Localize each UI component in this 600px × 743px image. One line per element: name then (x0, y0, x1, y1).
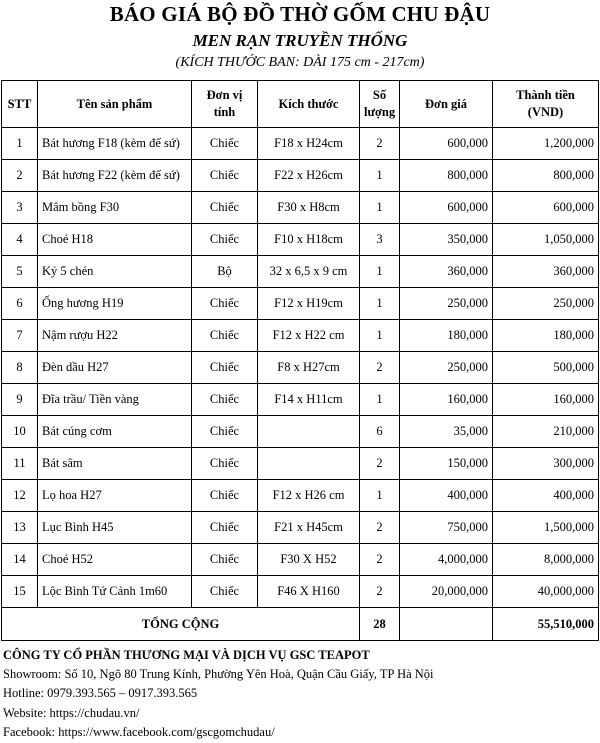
cell-size: F30 X H52 (258, 544, 360, 576)
cell-product-name: Đĩa trầu/ Tiền vàng (38, 384, 192, 416)
cell-amount: 250,000 (493, 288, 599, 320)
total-amount: 55,510,000 (493, 608, 599, 641)
table-row (2, 480, 599, 512)
cell-amount: 800,000 (493, 160, 599, 192)
header-product-name: Tên sản phẩm (38, 81, 192, 128)
cell-unit: Chiếc (192, 320, 258, 352)
cell-unit-price: 20,000,000 (400, 576, 493, 608)
cell-unit-price: 250,000 (400, 288, 493, 320)
cell-unit: Chiếc (192, 448, 258, 480)
cell-unit-price: 800,000 (400, 160, 493, 192)
header-quantity: Số lượng (360, 81, 400, 128)
cell-amount: 360,000 (493, 256, 599, 288)
cell-stt: 9 (2, 384, 38, 416)
cell-unit: Chiếc (192, 544, 258, 576)
cell-product-name: Lọ hoa H27 (38, 480, 192, 512)
cell-stt: 4 (2, 224, 38, 256)
table-row (2, 352, 599, 384)
cell-unit: Chiếc (192, 352, 258, 384)
cell-size (258, 448, 360, 480)
cell-amount: 1,050,000 (493, 224, 599, 256)
cell-unit-price: 360,000 (400, 256, 493, 288)
cell-unit-price: 750,000 (400, 512, 493, 544)
cell-unit-price: 400,000 (400, 480, 493, 512)
cell-unit-price: 600,000 (400, 192, 493, 224)
total-quantity: 28 (360, 608, 400, 641)
table-row (2, 384, 599, 416)
cell-amount: 210,000 (493, 416, 599, 448)
table-row (2, 224, 599, 256)
cell-stt: 5 (2, 256, 38, 288)
cell-amount: 300,000 (493, 448, 599, 480)
cell-product-name: Bát hương F22 (kèm đế sứ) (38, 160, 192, 192)
total-label: TỔNG CỘNG (2, 608, 360, 641)
table-row (2, 128, 599, 160)
table-row (2, 576, 599, 608)
cell-stt: 7 (2, 320, 38, 352)
cell-stt: 1 (2, 128, 38, 160)
cell-quantity: 2 (360, 544, 400, 576)
cell-unit-price: 180,000 (400, 320, 493, 352)
cell-unit: Chiếc (192, 160, 258, 192)
cell-amount: 8,000,000 (493, 544, 599, 576)
cell-unit: Chiếc (192, 384, 258, 416)
website-link[interactable]: Website: https://chudau.vn/ (3, 705, 140, 720)
cell-unit: Chiếc (192, 480, 258, 512)
table-row (2, 544, 599, 576)
cell-unit: Bộ (192, 256, 258, 288)
cell-quantity: 1 (360, 288, 400, 320)
cell-unit-price: 350,000 (400, 224, 493, 256)
cell-quantity: 2 (360, 128, 400, 160)
cell-size: F22 x H26cm (258, 160, 360, 192)
cell-quantity: 3 (360, 224, 400, 256)
cell-product-name: Mâm bồng F30 (38, 192, 192, 224)
cell-amount: 400,000 (493, 480, 599, 512)
company-name: CÔNG TY CỔ PHẦN THƯƠNG MẠI VÀ DỊCH VỤ GSC TEAPOT (3, 648, 370, 662)
cell-stt: 3 (2, 192, 38, 224)
cell-size (258, 416, 360, 448)
table-row (2, 448, 599, 480)
size-note: (KÍCH THƯỚC BAN: DÀI 175 cm - 217cm) (175, 55, 425, 70)
cell-amount: 40,000,000 (493, 576, 599, 608)
header-unit-price: Đơn giá (400, 81, 493, 128)
table-row (2, 256, 599, 288)
cell-size: F12 x H22 cm (258, 320, 360, 352)
table-row (2, 160, 599, 192)
header-amount: Thành tiền (VND) (493, 81, 599, 128)
table-row (2, 320, 599, 352)
cell-amount: 600,000 (493, 192, 599, 224)
cell-stt: 10 (2, 416, 38, 448)
cell-unit-price: 4,000,000 (400, 544, 493, 576)
cell-unit: Chiếc (192, 192, 258, 224)
cell-size: F18 x H24cm (258, 128, 360, 160)
cell-size: F21 x H45cm (258, 512, 360, 544)
cell-product-name: Đèn dầu H27 (38, 352, 192, 384)
cell-unit-price: 600,000 (400, 128, 493, 160)
table-row (2, 416, 599, 448)
cell-size: F10 x H18cm (258, 224, 360, 256)
facebook-link[interactable]: Facebook: https://www.facebook.com/gscgomchudau/ (3, 724, 275, 739)
total-empty-cell (400, 608, 493, 641)
cell-stt: 2 (2, 160, 38, 192)
cell-size: F8 x H27cm (258, 352, 360, 384)
cell-size: F46 X H160 (258, 576, 360, 608)
table-row (2, 512, 599, 544)
cell-stt: 11 (2, 448, 38, 480)
cell-stt: 6 (2, 288, 38, 320)
cell-stt: 13 (2, 512, 38, 544)
cell-product-name: Bát cúng cơm (38, 416, 192, 448)
cell-stt: 8 (2, 352, 38, 384)
cell-amount: 1,200,000 (493, 128, 599, 160)
cell-amount: 180,000 (493, 320, 599, 352)
cell-product-name: Kỷ 5 chén (38, 256, 192, 288)
cell-size: 32 x 6,5 x 9 cm (258, 256, 360, 288)
cell-quantity: 2 (360, 576, 400, 608)
cell-unit: Chiếc (192, 224, 258, 256)
cell-quantity: 1 (360, 192, 400, 224)
showroom-address: Showroom: Số 10, Ngõ 80 Trung Kính, Phường Yên Hoà, Quận Cầu Giấy, TP Hà Nội (3, 667, 434, 682)
cell-quantity: 1 (360, 256, 400, 288)
cell-size: F12 x H26 cm (258, 480, 360, 512)
cell-quantity: 2 (360, 512, 400, 544)
cell-size: F30 x H8cm (258, 192, 360, 224)
cell-quantity: 6 (360, 416, 400, 448)
cell-unit-price: 150,000 (400, 448, 493, 480)
cell-unit: Chiếc (192, 512, 258, 544)
cell-size: F14 x H11cm (258, 384, 360, 416)
cell-quantity: 1 (360, 384, 400, 416)
cell-product-name: Choé H18 (38, 224, 192, 256)
cell-product-name: Nậm rượu H22 (38, 320, 192, 352)
total-row (2, 608, 599, 641)
price-quote-table (1, 80, 599, 641)
hotline: Hotline: 0979.393.565 – 0917.393.565 (3, 686, 198, 701)
cell-unit: Chiếc (192, 128, 258, 160)
cell-unit: Chiếc (192, 288, 258, 320)
cell-unit-price: 160,000 (400, 384, 493, 416)
cell-unit-price: 250,000 (400, 352, 493, 384)
cell-quantity: 2 (360, 352, 400, 384)
cell-product-name: Choé H52 (38, 544, 192, 576)
cell-unit: Chiếc (192, 416, 258, 448)
header-size: Kích thước (258, 81, 360, 128)
table-row (2, 192, 599, 224)
cell-unit: Chiếc (192, 576, 258, 608)
cell-stt: 15 (2, 576, 38, 608)
cell-product-name: Lục Bình H45 (38, 512, 192, 544)
cell-stt: 14 (2, 544, 38, 576)
cell-quantity: 1 (360, 160, 400, 192)
cell-product-name: Lộc Bình Tứ Cảnh 1m60 (38, 576, 192, 608)
cell-product-name: Ống hương H19 (38, 288, 192, 320)
cell-quantity: 1 (360, 480, 400, 512)
cell-product-name: Bát hương F18 (kèm đế sứ) (38, 128, 192, 160)
cell-quantity: 2 (360, 448, 400, 480)
cell-stt: 12 (2, 480, 38, 512)
cell-amount: 1,500,000 (493, 512, 599, 544)
cell-amount: 500,000 (493, 352, 599, 384)
cell-amount: 160,000 (493, 384, 599, 416)
cell-size: F12 x H19cm (258, 288, 360, 320)
cell-quantity: 1 (360, 320, 400, 352)
table-row (2, 288, 599, 320)
header-unit: Đơn vị tính (192, 81, 258, 128)
cell-product-name: Bát sâm (38, 448, 192, 480)
company-info (3, 646, 598, 742)
cell-unit-price: 35,000 (400, 416, 493, 448)
table-header-row (2, 81, 599, 128)
header-stt: STT (2, 81, 38, 128)
document-subtitle: MEN RẠN TRUYỀN THỐNG (192, 31, 408, 50)
document-title: BÁO GIÁ BỘ ĐỒ THỜ GỐM CHU ĐẬU (109, 2, 491, 26)
